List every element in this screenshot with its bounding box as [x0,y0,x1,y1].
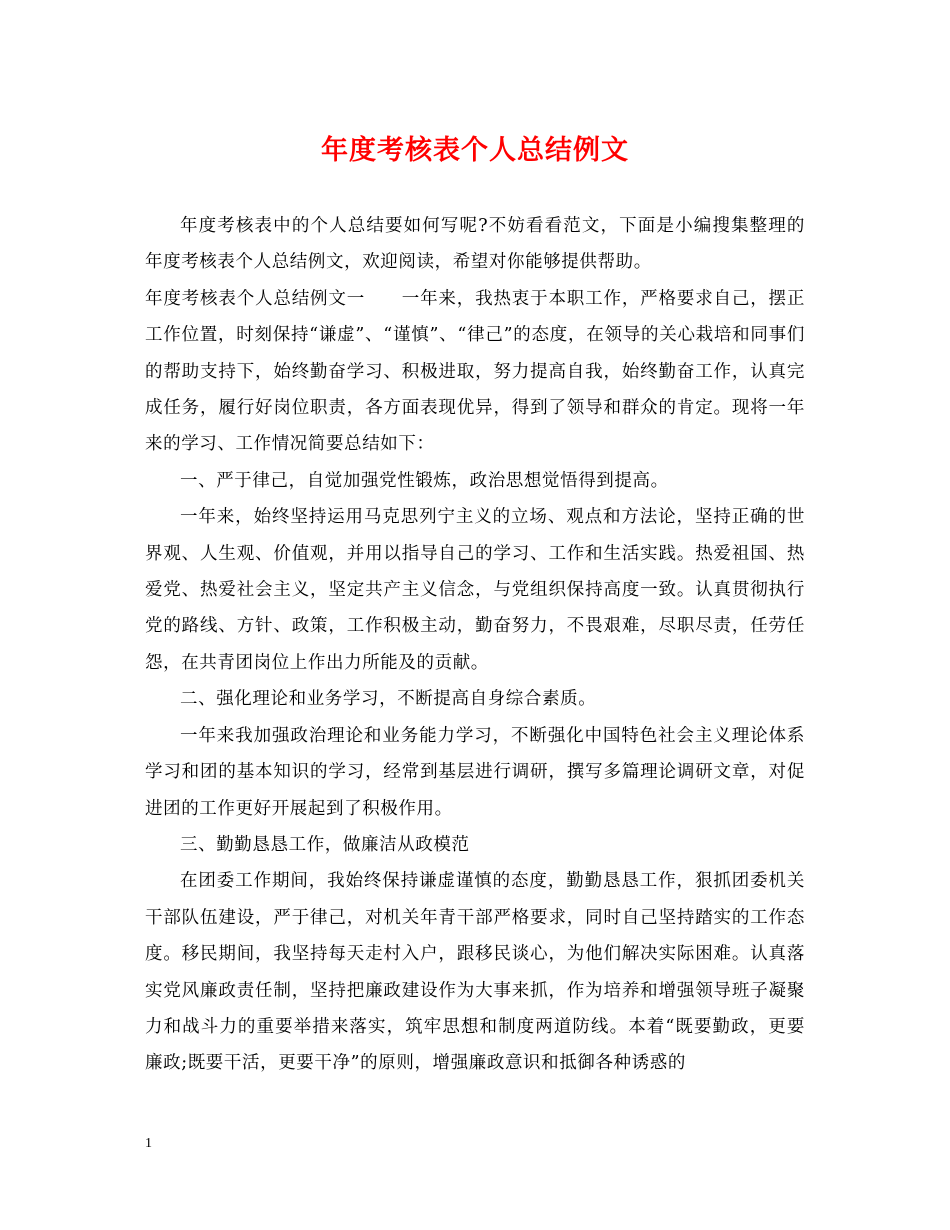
section-three-paragraph: 在团委工作期间，我始终保持谦虚谨慎的态度，勤勤恳恳工作，狠抓团委机关干部队伍建设，严于律己，对机关年青干部严格要求，同时自己坚持踏实的工作态度。移民期间，我坚持每天走村入户，跟移民谈心，为他们解决实际困难。认真落实党风廉政责任制，坚持把廉政建设作为大事来抓，作为培养和增强领导班子凝聚力和战斗力的重要举措来落实，筑牢思想和制度两道防线。本着“既要勤政，更要廉政;既要干活，更要干净”的原则，增强廉政意识和抵御各种诱惑的 [145,871,805,1074]
section-two-paragraph: 一年来我加强政治理论和业务能力学习，不断强化中国特色社会主义理论体系学习和团的基本知识的学习，经常到基层进行调研，撰写多篇理论调研文章，对促进团的工作更好开展起到了积极作用。 [145,725,805,819]
example-one-paragraph: 年度考核表个人总结例文一 一年来，我热衷于本职工作，严格要求自己，摆正工作位置，时刻保持“谦虚”、“谨慎”、“律己”的态度，在领导的关心栽培和同事们的帮助支持下，始终勤奋学习、积极进取，努力提高自我，始终勤奋工作，认真完成任务，履行好岗位职责，各方面表现优异，得到了领导和群众的肯定。现将一年来的学习、工作情况简要总结如下： [145,288,805,455]
section-heading-three: 三、勤勤恳恳工作，做廉洁从政模范 [180,834,470,855]
section-heading-two: 二、强化理论和业务学习，不断提高自身综合素质。 [180,689,597,710]
document-title: 年度考核表个人总结例文 [321,135,629,166]
document-body [145,208,805,1082]
page-number: 1 [145,1136,152,1151]
section-heading-one: 一、严于律己，自觉加强党性锻炼，政治思想觉悟得到提高。 [180,470,669,491]
intro-paragraph: 年度考核表中的个人总结要如何写呢?不妨看看范文，下面是小编搜集整理的年度考核表个人总结例文，欢迎阅读，希望对你能够提供帮助。 [145,216,805,273]
section-one-paragraph: 一年来，始终坚持运用马克思列宁主义的立场、观点和方法论，坚持正确的世界观、人生观、价值观，并用以指导自己的学习、工作和生活实践。热爱祖国、热爱党、热爱社会主义，坚定共产主义信念，与党组织保持高度一致。认真贯彻执行党的路线、方针、政策，工作积极主动，勤奋努力，不畏艰难，尽职尽责，任劳任怨，在共青团岗位上作出力所能及的贡献。 [145,507,805,673]
